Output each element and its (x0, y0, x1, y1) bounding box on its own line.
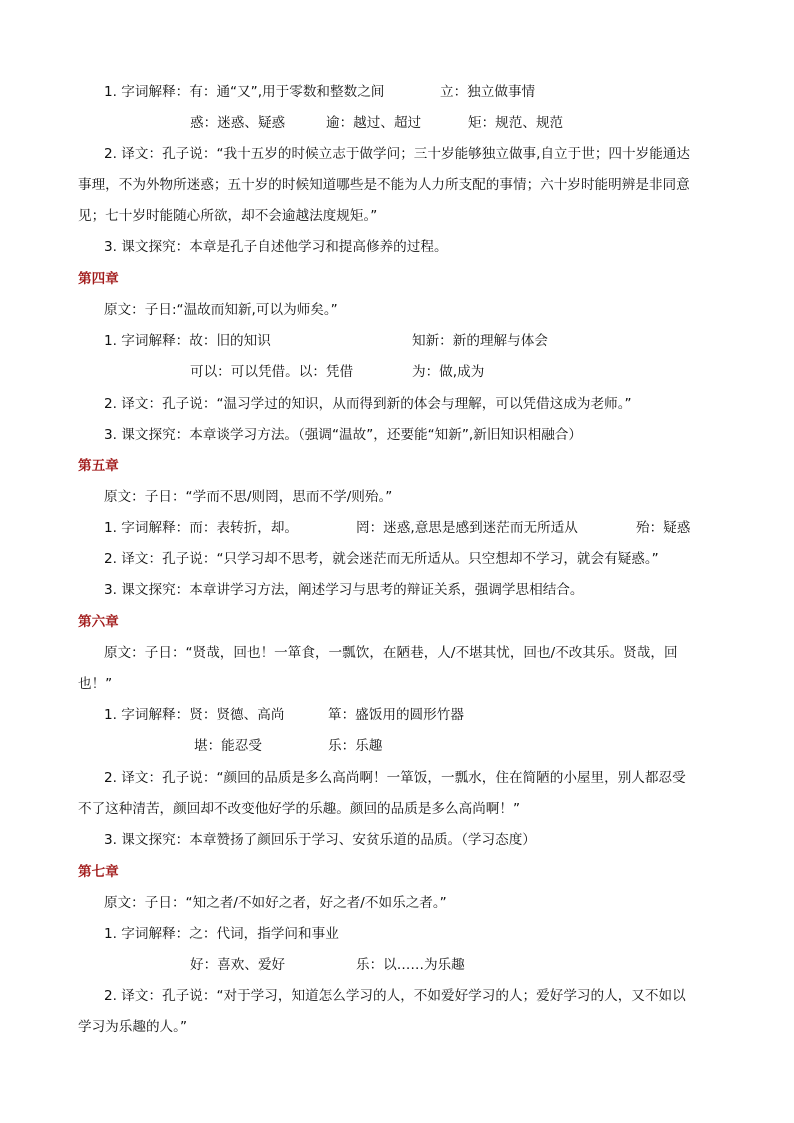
ch5-translation: 2. 译文：孔子说：“只学习却不思考，就会迷茫而无所适从。只空想却不学习，就会有疑惑。” (104, 551, 659, 567)
chapter-7-heading: 第七章 (78, 864, 119, 880)
ch7-word-explanation-hao: 好：喜欢、爱好 (190, 957, 286, 973)
ch6-exploration: 3. 课文探究：本章赞扬了颜回乐于学习、安贫乐道的品质。（学习态度） (104, 832, 536, 848)
ch3-word-explanation-huo: 惑：迷惑、疑惑 (190, 115, 286, 131)
ch3-word-explanation-line-1: 1. 字词解释：有：通“又”,用于零数和整数之间 (104, 84, 385, 100)
ch6-word-explanation-kan: 堪：能忍受 (194, 738, 262, 754)
ch7-translation-line-1: 2. 译文：孔子说：“对于学习，知道怎么学习的人，不如爱好学习的人；爱好学习的人，又不如以 (104, 988, 686, 1004)
ch5-word-explanation-wang: 罔：迷惑,意思是感到迷茫而无所适从 (356, 520, 578, 536)
ch6-translation-line-2: 不了这种清苦，颜回却不改变他好学的乐趣。颜回的品质是多么高尚啊！” (78, 801, 521, 817)
ch4-original-text: 原文：子日:“温故而知新,可以为师矣。” (104, 302, 338, 318)
ch5-exploration: 3. 课文探究：本章讲学习方法，阐述学习与思考的辩证关系，强调学思相结合。 (104, 582, 584, 598)
ch4-word-explanation-wei: 为：做,成为 (412, 364, 485, 380)
ch3-translation-line-2: 事理，不为外物所迷惑；五十岁的时候知道哪些是不能为人力所支配的事情；六十岁时能明辨是非同意 (78, 177, 690, 193)
ch7-original-text: 原文：子日：“知之者/不如好之者，好之者/不如乐之者。” (104, 895, 447, 911)
ch3-exploration: 3. 课文探究：本章是孔子自述他学习和提高修养的过程。 (104, 239, 448, 255)
ch7-word-explanation-le: 乐：以……为乐趣 (356, 957, 465, 973)
ch5-word-explanation-dai: 殆：疑惑 (636, 520, 691, 536)
ch6-original-text-line-2: 也！” (78, 676, 113, 692)
chapter-4-heading: 第四章 (78, 271, 119, 287)
chapter-5-heading: 第五章 (78, 458, 119, 474)
ch4-word-explanation-zhixin: 知新：新的理解与体会 (412, 333, 548, 349)
chapter-6-heading: 第六章 (78, 614, 119, 630)
ch6-word-explanation-dan: 箪：盛饭用的圆形竹器 (328, 707, 464, 723)
ch3-word-explanation-yu: 逾：越过、超过 (326, 115, 422, 131)
ch3-translation-line-3: 见；七十岁时能随心所欲，却不会逾越法度规矩。” (78, 208, 378, 224)
ch5-original-text: 原文：子日：“学而不思/则罔，思而不学/则殆。” (104, 489, 393, 505)
ch3-word-explanation-li: 立：独立做事情 (440, 84, 536, 100)
ch3-translation-line-1: 2. 译文：孔子说：“我十五岁的时候立志于做学问；三十岁能够独立做事,自立于世；四十岁能通达 (104, 146, 690, 162)
ch4-word-explanation-gu: 1. 字词解释：故：旧的知识 (104, 333, 271, 349)
ch3-word-explanation-ju: 矩：规范、规范 (468, 115, 564, 131)
ch6-word-explanation-le: 乐：乐趣 (328, 738, 383, 754)
ch6-original-text-line-1: 原文：子日：“贤哉，回也！一箪食，一瓢饮，在陋巷，人/不堪其忧，回也/不改其乐。贤哉，回 (104, 645, 678, 661)
ch4-translation: 2. 译文：孔子说：“温习学过的知识，从而得到新的体会与理解，可以凭借这成为老师。” (104, 396, 632, 412)
ch7-translation-line-2: 学习为乐趣的人。” (78, 1019, 187, 1035)
ch7-word-explanation-zhi: 1. 字词解释：之：代词，指学问和事业 (104, 926, 339, 942)
ch4-exploration: 3. 课文探究：本章谈学习方法。（强调“温故”，还要能“知新”,新旧知识相融合） (104, 427, 582, 443)
ch5-word-explanation-er: 1. 字词解释：而：表转折，却。 (104, 520, 299, 536)
ch6-translation-line-1: 2. 译文：孔子说：“颜回的品质是多么高尚啊！一箪饭，一瓢水，住在简陋的小屋里，别人都忍受 (104, 770, 686, 786)
ch6-word-explanation-xian: 1. 字词解释：贤：贤德、高尚 (104, 707, 285, 723)
ch4-word-explanation-keyi: 可以：可以凭借。以：凭借 (190, 364, 354, 380)
